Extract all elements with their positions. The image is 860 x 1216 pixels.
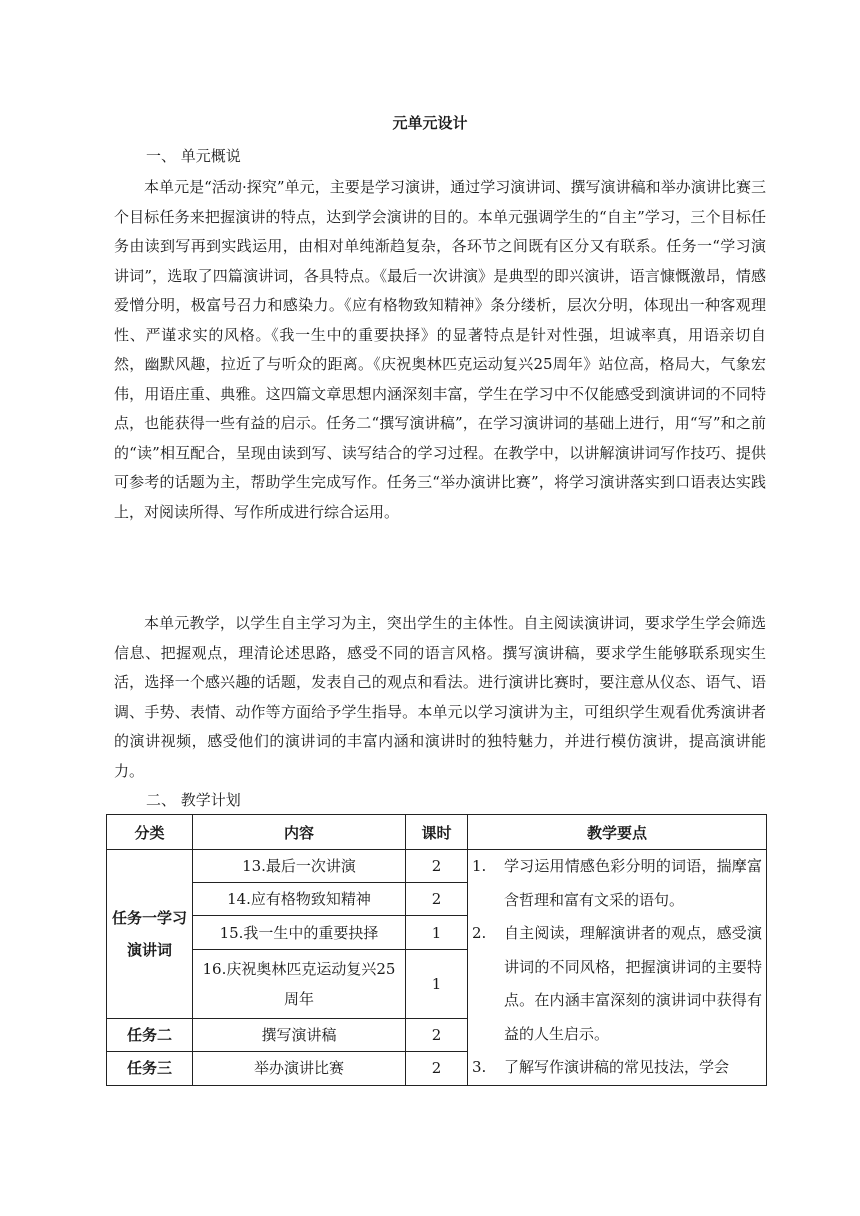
header-hours: 课时 — [406, 815, 468, 850]
header-category: 分类 — [107, 815, 193, 850]
lesson-content: 14.应有格物致知精神 — [193, 883, 406, 916]
lesson-hours: 2 — [406, 1052, 468, 1085]
lesson-hours: 2 — [406, 850, 468, 883]
task1-label: 任务一学习演讲词 — [107, 850, 193, 1019]
section-heading-overview: 一、 单元概说 — [146, 147, 241, 165]
lesson-hours: 2 — [406, 883, 468, 916]
key-point-item — [472, 1051, 762, 1085]
overview-paragraph-1: 本单元是“活动·探究”单元，主要是学习演讲，通过学习演讲词、撰写演讲稿和举办演讲比赛三个目标任务来把握演讲的特点，达到学会演讲的目的。本单元强调学生的“自主”学习，三个目标任务由读到写再到实践运用，由相对单纯渐趋复杂，各环节之间既有区分又有联系。任务一“学习演讲词”，选取了四篇演讲词，各具特点。《最后一次讲演》是典型的即兴演讲，语言慷慨激昂，情感爱憎分明，极富号召力和感染力。《应有格物致知精神》条分缕析，层次分明，体现出一种客观理性、严谨求实的风格。《我一生中的重要抉择》的显著特点是针对性强，坦诚率真，用语亲切自然，幽默风趣，拉近了与听众的距离。《庆祝奥林匹克运动复兴25周年》站位高，格局大，气象宏伟，用语庄重、典雅。这四篇文章思想内涵深刻丰富，学生在学习中不仅能感受到演讲词的不同特点，也能获得一些有益的启示。任务二“撰写演讲稿”，在学习演讲词的基础上进行，用“写”和之前的“读”相互配合，呈现由读到写、读写结合的学习过程。在教学中，以讲解演讲词写作技巧、提供可参考的话题为主，帮助学生完成写作。任务三“举办演讲比赛”，将学习演讲落实到口语表达实践上，对阅读所得、写作所成进行综合运用。 — [114, 178, 766, 521]
task2-label: 任务二 — [107, 1019, 193, 1052]
table-row — [107, 850, 767, 883]
overview-paragraph-2: 本单元教学，以学生自主学习为主，突出学生的主体性。自主阅读演讲词，要求学生学会筛选信息、把握观点，理清论述思路，感受不同的语言风格。撰写演讲稿，要求学生能够联系现实生活，选择一个感兴趣的话题，发表自己的观点和看法。进行演讲比赛时，要注意从仪态、语气、语调、手势、表情、动作等方面给予学生指导。本单元以学习演讲为主，可组织学生观看优秀演讲者的演讲视频，感受他们的演讲词的丰富内涵和演讲时的独特魅力，并进行模仿演讲，提高演讲能力。 — [114, 614, 766, 780]
task3-label: 任务三 — [107, 1052, 193, 1085]
document-title: 元单元设计 — [392, 114, 468, 132]
section-heading-plan: 二、 教学计划 — [146, 791, 241, 809]
key-point-text: 学习运用情感色彩分明的词语，揣摩富含哲理和富有文采的语句。 — [504, 857, 762, 909]
header-content: 内容 — [193, 815, 406, 850]
table-header-row — [107, 815, 767, 850]
key-point-number: 3. — [472, 1058, 487, 1076]
key-point-text: 了解写作演讲稿的常见技法，学会 — [504, 1058, 730, 1076]
key-point-item — [472, 850, 762, 917]
lesson-hours: 1 — [406, 916, 468, 949]
teaching-plan-table — [106, 814, 767, 1086]
key-point-number: 2. — [472, 924, 487, 942]
key-point-number: 1. — [472, 857, 487, 875]
key-point-item — [472, 917, 762, 1051]
header-key-points: 教学要点 — [468, 815, 767, 850]
lesson-hours: 1 — [406, 949, 468, 1018]
lesson-content: 15.我一生中的重要抉择 — [193, 916, 406, 949]
lesson-content: 撰写演讲稿 — [193, 1019, 406, 1052]
key-points-cell — [468, 850, 767, 1086]
lesson-hours: 2 — [406, 1019, 468, 1052]
key-point-text: 自主阅读，理解演讲者的观点，感受演讲词的不同风格，把握演讲词的主要特点。在内涵丰富深刻的演讲词中获得有益的人生启示。 — [504, 924, 762, 1043]
lesson-content: 16.庆祝奥林匹克运动复兴25周年 — [193, 949, 406, 1018]
lesson-content: 13.最后一次讲演 — [193, 850, 406, 883]
lesson-content: 举办演讲比赛 — [193, 1052, 406, 1085]
